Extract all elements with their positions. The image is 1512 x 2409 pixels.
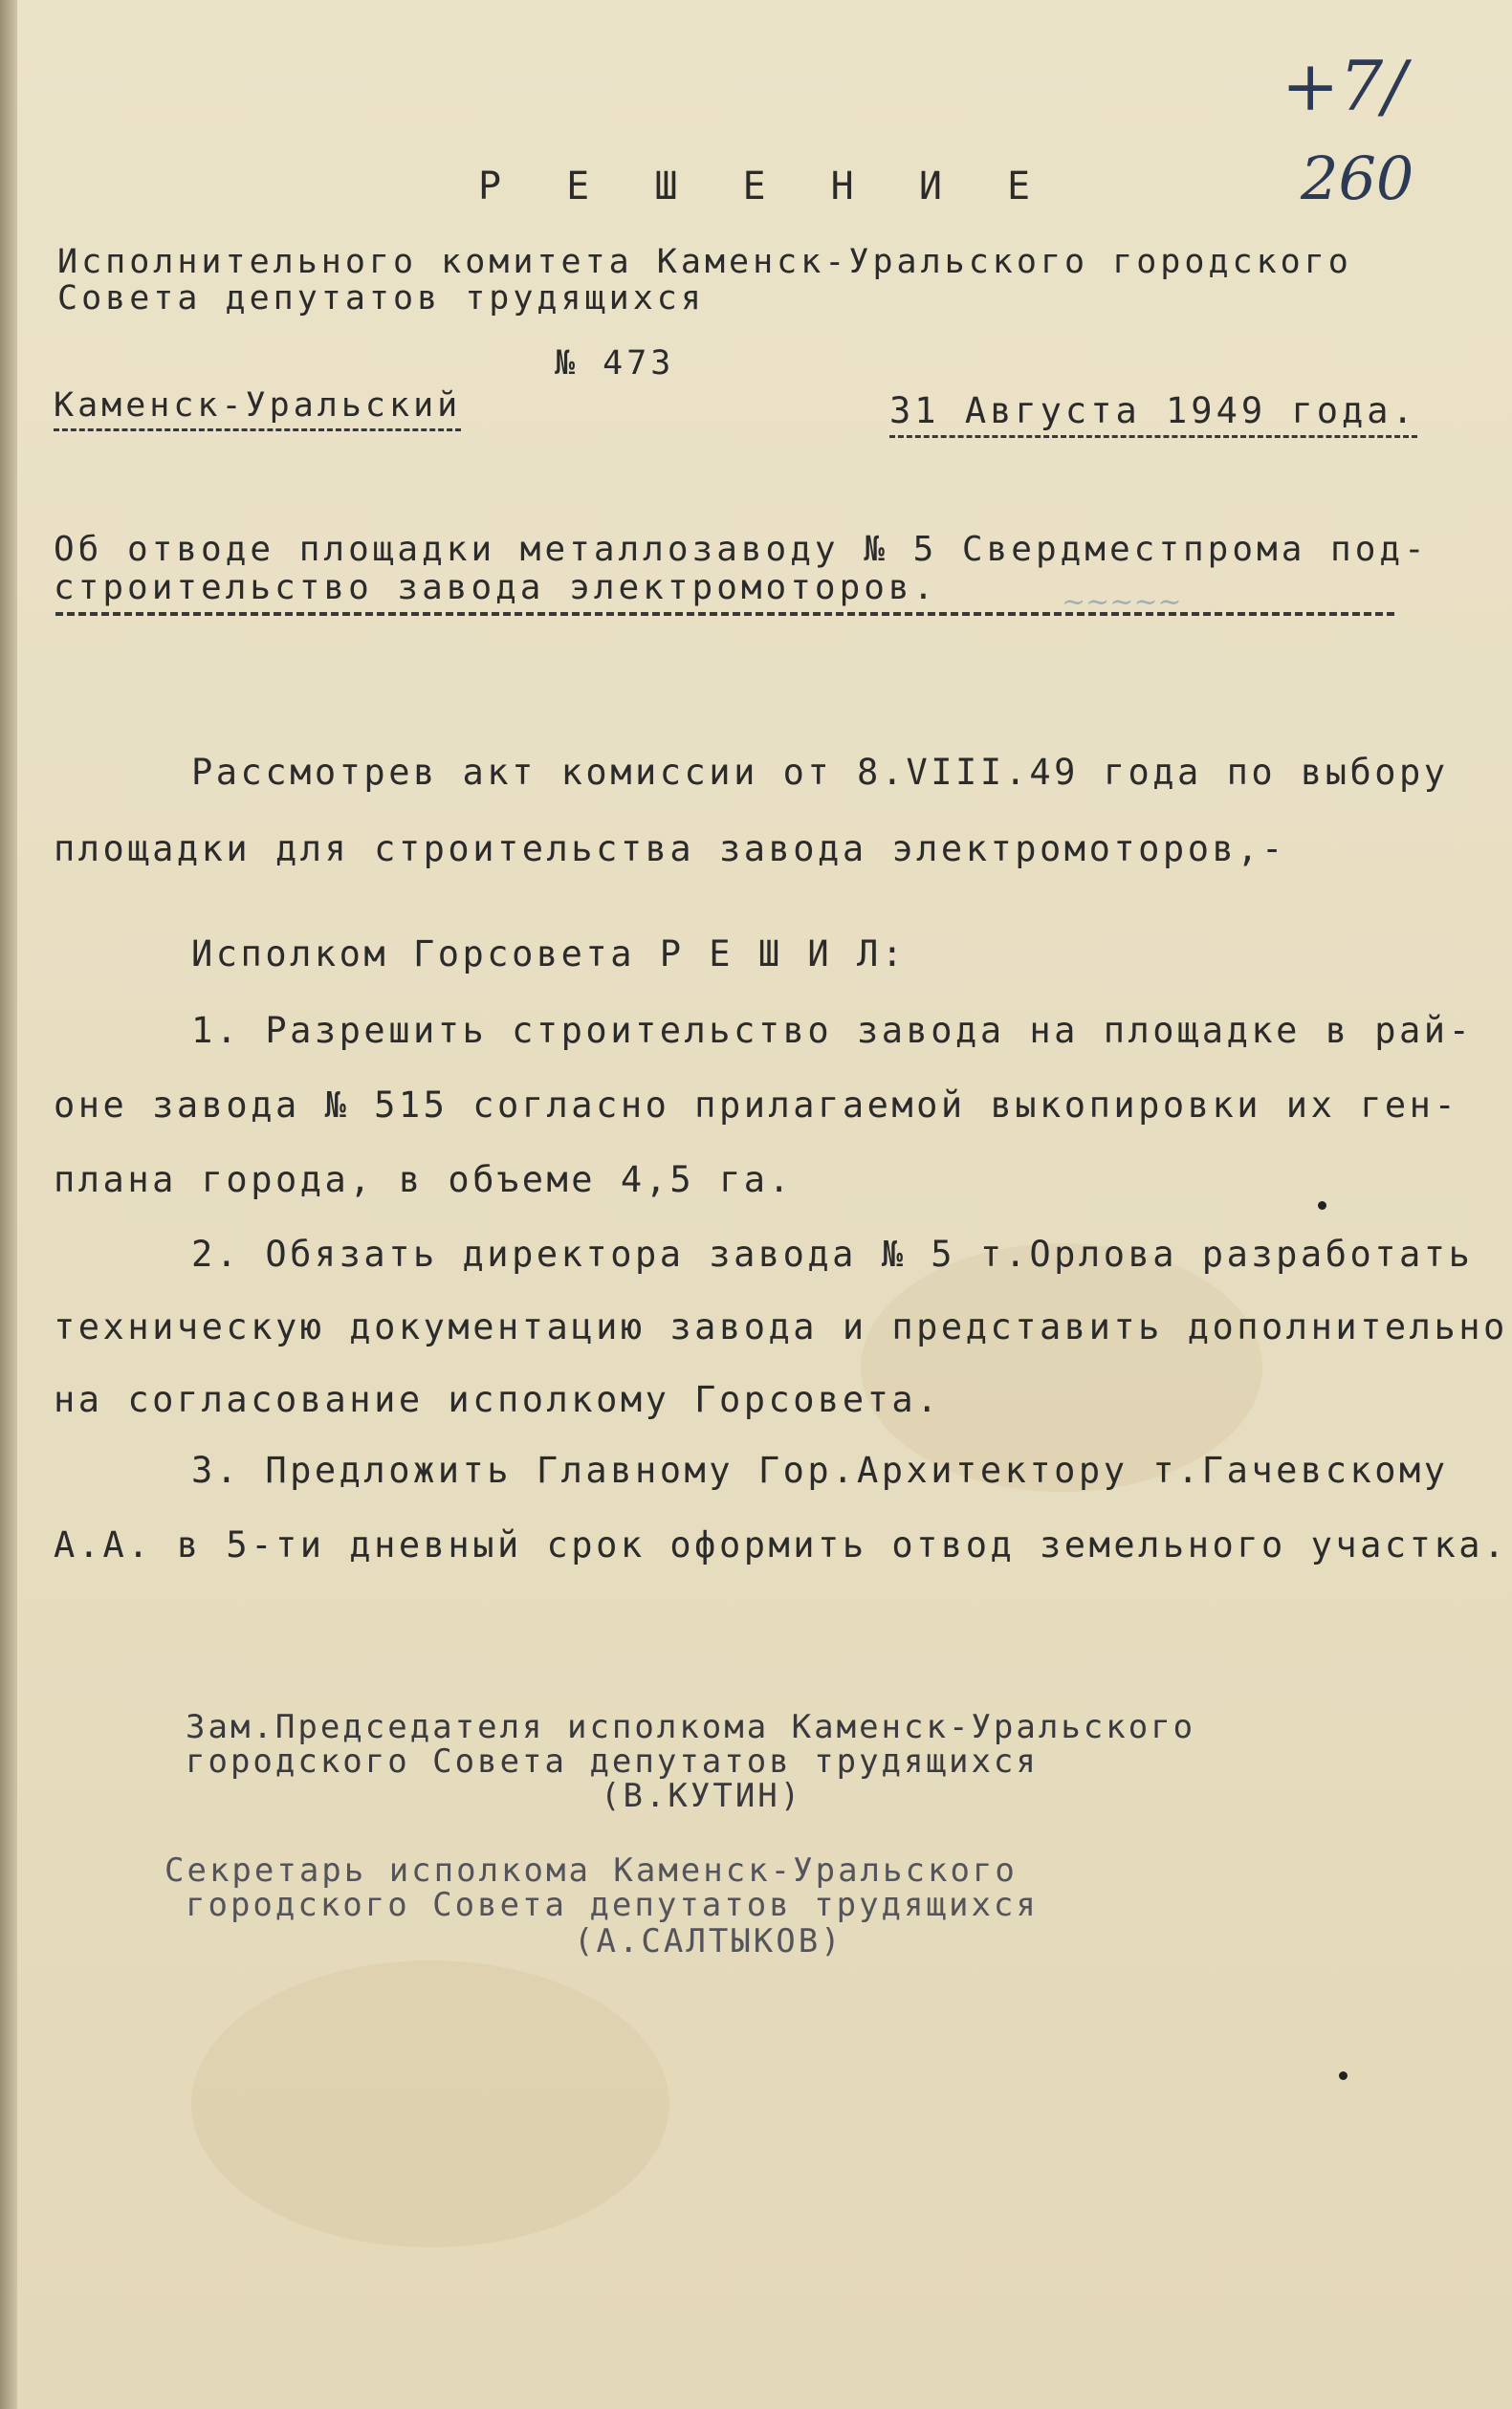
decision-number: № 473 xyxy=(555,344,675,383)
subject-line-2: строительство завода электромоторов. xyxy=(54,568,938,607)
signatory-1-name: (В.КУТИН) xyxy=(601,1777,803,1815)
signatory-2-name: (А.САЛТЫКОВ) xyxy=(574,1922,844,1960)
decision-city: Каменск-Уральский xyxy=(54,386,461,431)
intro-line-1: Рассмотрев акт комиссии от 8.VIII.49 года по выбору xyxy=(191,752,1449,793)
item-2-line-2: техническую документацию завода и представить дополнительно xyxy=(54,1306,1508,1347)
item-1-line-3: плана города, в объеме 4,5 га. xyxy=(54,1159,794,1200)
handwritten-corner-mark: +7/ xyxy=(1282,46,1407,126)
subject-line-1: Об отводе площадки металлозаводу № 5 Свердместпрома под- xyxy=(54,530,1429,569)
item-2-line-3: на согласование исполкому Горсовета. xyxy=(54,1379,941,1420)
issuer-line-1: Исполнительного комитета Каменск-Уральского городского xyxy=(57,243,1352,281)
issuer-line-2: Совета депутатов трудящихся xyxy=(57,279,705,318)
subject-separator xyxy=(55,612,1394,616)
signatory-2-title-line-2: городского Совета депутатов трудящихся xyxy=(186,1886,1039,1924)
document-title: Р Е Ш Е Н И Е xyxy=(478,164,1052,208)
signatory-1-title-line-1: Зам.Председателя исполкома Каменск-Уральского xyxy=(186,1708,1196,1746)
item-1-line-2: оне завода № 515 согласно прилагаемой выкопировки их ген- xyxy=(54,1084,1459,1126)
ink-speck xyxy=(1318,1201,1326,1210)
handwritten-sheet-number: 260 xyxy=(1301,143,1414,213)
signatory-1-title-line-2: городского Совета депутатов трудящихся xyxy=(186,1742,1039,1781)
intro-line-2: площадки для строительства завода электромоторов,- xyxy=(54,828,1286,869)
ink-speck xyxy=(1339,2071,1348,2080)
item-2-line-1: 2. Обязать директора завода № 5 т.Орлова разработать xyxy=(191,1234,1474,1275)
signatory-2-title-line-1: Секретарь исполкома Каменск-Уральского xyxy=(164,1851,1018,1890)
item-3-line-1: 3. Предложить Главному Гор.Архитектору т.Гачевскому xyxy=(191,1450,1449,1491)
item-1-line-1: 1. Разрешить строительство завода на площадке в рай- xyxy=(191,1010,1474,1051)
decided-heading: Исполком Горсовета Р Е Ш И Л: xyxy=(191,933,907,975)
faint-handwritten-annotation: ~~~~~ xyxy=(1062,585,1182,619)
decision-date: 31 Августа 1949 года. xyxy=(889,390,1417,438)
item-3-line-2: А.А. в 5-ти дневный срок оформить отвод земельного участка. xyxy=(54,1524,1508,1566)
page-fold-edge xyxy=(0,0,17,2409)
paper-stain xyxy=(191,1960,669,2247)
